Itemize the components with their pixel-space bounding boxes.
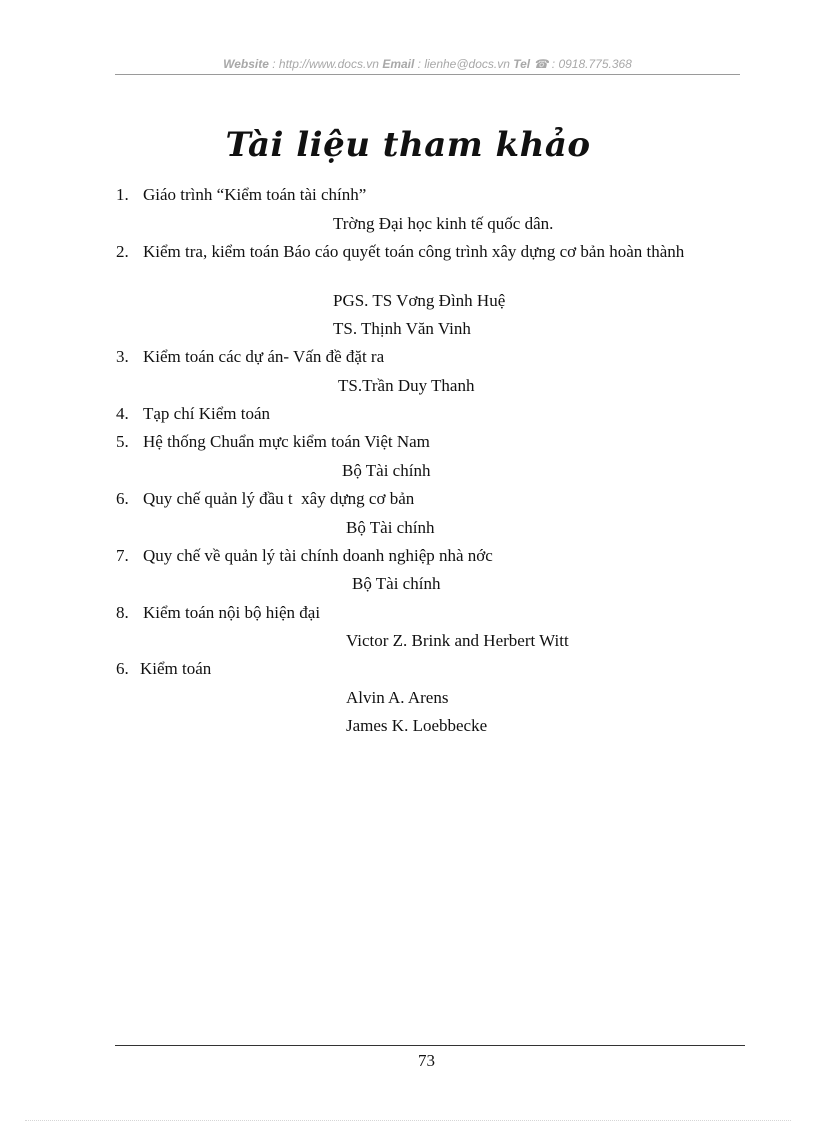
reference-title: Kiểm tra, kiểm toán Báo cáo quyết toán công trình xây dựng cơ bản hoàn thành — [143, 242, 685, 261]
page-number: 73 — [418, 1051, 435, 1070]
website-label: Website — [223, 57, 269, 71]
tel-value: : 0918.775.368 — [548, 57, 632, 71]
reference-title: Kiểm toán các dự án- Vấn đề đặt ra — [143, 347, 385, 366]
footer-divider — [115, 1045, 745, 1046]
reference-author: TS. Thịnh Văn Vinh — [333, 319, 471, 338]
reference-author: Bộ Tài chính — [346, 518, 435, 537]
reference-number: 5. — [116, 432, 129, 451]
reference-title: Kiểm toán nội bộ hiện đại — [143, 603, 321, 622]
reference-number: 8. — [116, 603, 129, 622]
reference-author: Bộ Tài chính — [342, 461, 431, 480]
tel-label: Tel — [513, 57, 531, 71]
reference-number: 7. — [116, 546, 129, 565]
page-bottom-border — [25, 1120, 791, 1121]
reference-number: 1. — [116, 185, 129, 204]
email-label: Email — [382, 57, 415, 71]
email-value: : lienhe@docs.vn — [414, 57, 514, 71]
reference-author: Bộ Tài chính — [352, 574, 441, 593]
reference-number: 6. — [116, 489, 129, 508]
reference-number: 4. — [116, 404, 129, 423]
reference-number: 2. — [116, 242, 129, 261]
reference-title: Hệ thống Chuẩn mực kiểm toán Việt Nam — [143, 432, 430, 451]
page-title: Tài liệu tham khảo — [225, 125, 591, 165]
page-header — [115, 57, 740, 71]
reference-item — [0, 242, 816, 282]
reference-author: Trờng Đại học kinh tế quốc dân. — [333, 214, 554, 233]
reference-number: 6. — [116, 659, 129, 678]
website-value: : http://www.docs.vn — [268, 57, 383, 71]
reference-author: Alvin A. Arens — [346, 688, 449, 707]
reference-author: TS.Trần Duy Thanh — [338, 376, 475, 395]
reference-number: 3. — [116, 347, 129, 366]
reference-author: Victor Z. Brink and Herbert Witt — [346, 631, 569, 650]
reference-author: PGS. TS Vơng Đình Huệ — [333, 291, 506, 310]
reference-title: Tạp chí Kiểm toán — [143, 404, 270, 423]
header-divider — [115, 74, 740, 75]
reference-title: Quy chế quản lý đầu t xây dựng cơ bản — [143, 489, 415, 508]
phone-icon: ☎ — [533, 57, 549, 71]
reference-author: James K. Loebbecke — [346, 716, 488, 735]
reference-title: Quy chế về quản lý tài chính doanh nghiệp nhà nớc — [143, 546, 493, 565]
reference-title: Giáo trình “Kiểm toán tài chính” — [143, 185, 367, 204]
reference-title: Kiểm toán — [140, 659, 212, 678]
